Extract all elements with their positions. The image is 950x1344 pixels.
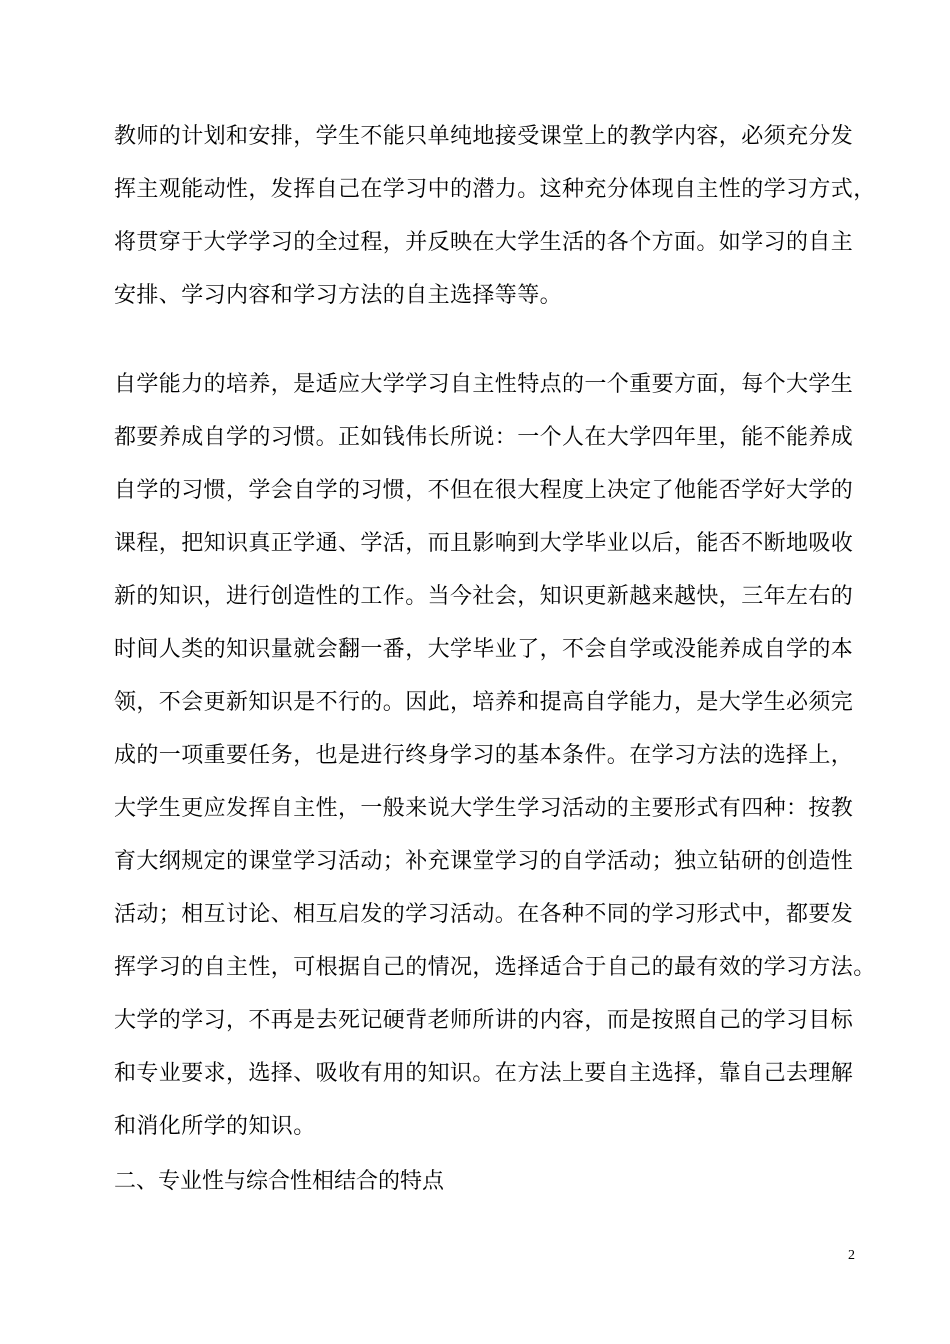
paragraph-2 — [114, 358, 876, 1153]
paragraph-line: 教师的计划和安排，学生不能只单纯地接受课堂上的教学内容，必须充分发 — [114, 124, 854, 149]
paragraph-line: 和专业要求，选择、吸收有用的知识。在方法上要自主选择，靠自己去理解 — [114, 1061, 854, 1086]
paragraph-line: 活动；相互讨论、相互启发的学习活动。在各种不同的学习形式中，都要发 — [114, 902, 854, 927]
paragraph-line: 自学的习惯，学会自学的习惯，不但在很大程度上决定了他能否学好大学的 — [114, 478, 854, 503]
paragraph-line: 大学生更应发挥自主性，一般来说大学生学习活动的主要形式有四种：按教 — [114, 796, 854, 821]
paragraph-line: 自学能力的培养，是适应大学学习自主性特点的一个重要方面，每个大学生 — [114, 372, 854, 397]
paragraph-line: 育大纲规定的课堂学习活动；补充课堂学习的自学活动；独立钻研的创造性 — [114, 849, 854, 874]
paragraph-line: 都要养成自学的习惯。正如钱伟长所说：一个人在大学四年里，能不能养成 — [114, 425, 854, 450]
paragraph-line: 大学的学习，不再是去死记硬背老师所讲的内容，而是按照自己的学习目标 — [114, 1008, 854, 1033]
paragraph-line: 课程，把知识真正学通、学活，而且影响到大学毕业以后，能否不断地吸收 — [114, 531, 854, 556]
paragraph-line: 安排、学习内容和学习方法的自主选择等等。 — [114, 283, 563, 308]
section-heading: 二、专业性与综合性相结合的特点 — [114, 1169, 445, 1194]
paragraph-line: 时间人类的知识量就会翻一番，大学毕业了，不会自学或没能养成自学的本 — [114, 637, 854, 662]
paragraph-line: 挥主观能动性，发挥自己在学习中的潜力。这种充分体现自主性的学习方式， — [114, 177, 876, 202]
paragraph-line: 挥学习的自主性，可根据自己的情况，选择适合于自己的最有效的学习方法。 — [114, 955, 876, 980]
page-number: 2 — [848, 1248, 855, 1263]
paragraph-1 — [114, 110, 876, 322]
paragraph-line: 领，不会更新知识是不行的。因此，培养和提高自学能力，是大学生必须完 — [114, 690, 854, 715]
paragraph-line: 和消化所学的知识。 — [114, 1114, 316, 1139]
paragraph-line: 将贯穿于大学学习的全过程，并反映在大学生活的各个方面。如学习的自主 — [114, 230, 854, 255]
paragraph-line: 新的知识，进行创造性的工作。当今社会，知识更新越来越快，三年左右的 — [114, 584, 854, 609]
paragraph-line: 成的一项重要任务，也是进行终身学习的基本条件。在学习方法的选择上， — [114, 743, 854, 768]
